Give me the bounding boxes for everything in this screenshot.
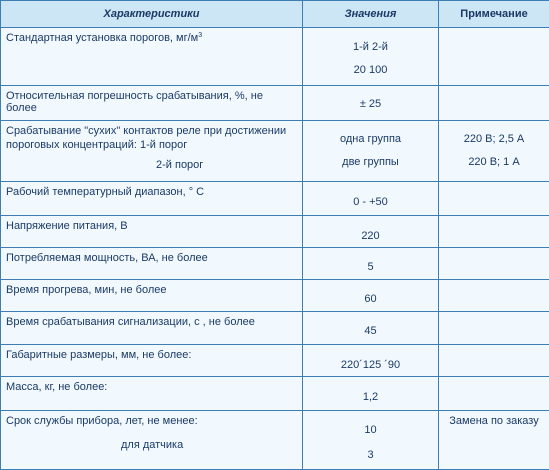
table-row <box>1 312 549 345</box>
cell-value <box>303 279 439 312</box>
table-row <box>1 216 549 248</box>
characteristic-line: Относительная погрешность срабатывания, %, не <box>6 90 263 103</box>
cell-note <box>439 312 549 345</box>
value-line: 20 100 <box>353 64 388 76</box>
cell-characteristic: Потребляемая мощность, ВА, не более <box>1 247 303 279</box>
cell-value <box>303 247 439 279</box>
cell-value <box>303 410 439 469</box>
value-line: 0 - +50 <box>353 195 388 208</box>
value-line: 220´125 ´90 <box>340 358 401 371</box>
cell-characteristic: Габаритные размеры, мм, не более: <box>1 344 303 377</box>
cell-note <box>439 344 549 377</box>
table-row <box>1 28 549 86</box>
value-line: 3 <box>367 448 374 461</box>
value-line: 5 <box>367 260 374 273</box>
cell-characteristic <box>1 120 303 181</box>
cell-characteristic <box>1 28 303 86</box>
cell-characteristic: Время прогрева, мин, не более <box>1 279 303 312</box>
cell-characteristic: Рабочий температурный диапазон, ° С <box>1 181 303 216</box>
header-characteristics: Характеристики <box>1 1 303 28</box>
table-row <box>1 86 549 121</box>
table-header-row <box>1 1 549 28</box>
table-row <box>1 344 549 377</box>
cell-characteristic: Напряжение питания, В <box>1 216 303 248</box>
cell-value <box>303 120 439 181</box>
table-row <box>1 120 549 181</box>
header-note: Примечание <box>439 1 549 28</box>
cell-value <box>303 216 439 248</box>
cell-note: Замена по заказу <box>439 410 549 469</box>
value-line: 60 <box>364 292 377 305</box>
value-line: ± 25 <box>359 98 382 111</box>
value-line: 220 <box>361 230 380 243</box>
cell-characteristic: Время срабатывания сигнализации, с , не более <box>1 312 303 345</box>
characteristic-line: более <box>6 102 37 115</box>
cell-note <box>439 28 549 86</box>
characteristic-line: для датчика <box>121 438 184 451</box>
value-line: 10 <box>364 423 377 436</box>
value-line: 1-й 2-й <box>353 41 388 53</box>
cell-value <box>303 86 439 121</box>
cell-note <box>439 216 549 248</box>
cell-value <box>303 181 439 216</box>
table-row <box>1 377 549 411</box>
note-line: 220 В; 2,5 А <box>463 132 525 145</box>
table-row <box>1 247 549 279</box>
value-line: 45 <box>364 325 377 338</box>
cell-value <box>303 312 439 345</box>
characteristic-line: Срабатывание "сухих" контактов реле при достижении <box>6 124 287 137</box>
characteristic-line: 2-й порог <box>156 158 204 171</box>
cell-note <box>439 377 549 411</box>
header-values: Значения <box>303 1 439 28</box>
cell-note <box>439 247 549 279</box>
cell-note <box>439 181 549 216</box>
cell-value <box>303 344 439 377</box>
characteristic-line: пороговых концентраций: 1-й порог <box>6 138 188 151</box>
cell-value <box>303 28 439 86</box>
table-row <box>1 181 549 216</box>
value-line: одна группа <box>339 132 402 145</box>
table-row <box>1 410 549 469</box>
cell-characteristic: Масса, кг, не более: <box>1 377 303 411</box>
characteristic-line: Срок службы прибора, лет, не менее: <box>6 414 198 427</box>
superscript: 3 <box>198 32 203 39</box>
characteristic-text: Стандартная установка порогов, мг/м <box>6 32 199 44</box>
cell-note <box>439 86 549 121</box>
value-line: 1,2 <box>362 391 379 404</box>
cell-note <box>439 279 549 312</box>
cell-characteristic <box>1 410 303 469</box>
table-row <box>1 279 549 312</box>
note-line: 220 В; 1 А <box>468 155 520 168</box>
cell-value <box>303 377 439 411</box>
cell-note <box>439 120 549 181</box>
value-line: две группы <box>342 155 399 168</box>
cell-characteristic <box>1 86 303 121</box>
